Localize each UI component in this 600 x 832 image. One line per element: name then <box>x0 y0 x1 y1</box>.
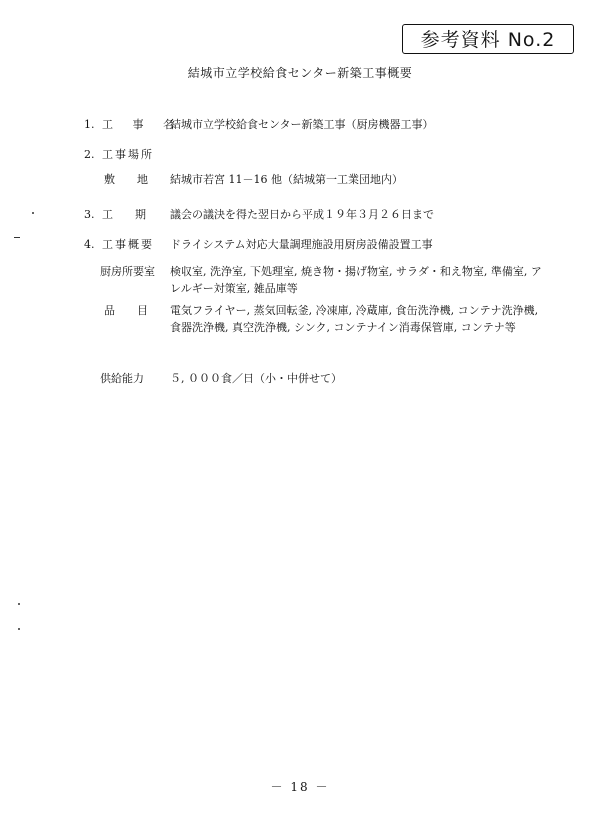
item-value: ドライシステム対応大量調理施設用厨房設備設置工事 <box>170 238 433 251</box>
item-label: 工事場所 <box>102 148 154 161</box>
item-value: 議会の議決を得た翌日から平成１９年３月２６日まで <box>170 208 434 221</box>
item-value: 検収室, 洗浄室, 下処理室, 焼き物・揚げ物室, サラダ・和え物室, 準備室, アレルギー対策室, 雑品庫等 <box>170 265 542 295</box>
item-label: 工 期 <box>102 208 146 221</box>
item-label: 品 目 <box>104 304 148 317</box>
reference-label: 参考資料 No.2 <box>402 24 574 54</box>
item-label: 厨房所要室 <box>100 265 155 278</box>
item-value: ５, ０００食／日（小・中併せて） <box>170 372 342 385</box>
item-label: 敷 地 <box>104 173 148 186</box>
item-label: 供給能力 <box>100 372 144 385</box>
scan-speck <box>32 212 34 214</box>
item-number: 1. <box>84 118 95 131</box>
scan-speck <box>18 603 20 605</box>
page-number: － 18 － <box>270 780 330 794</box>
item-number: 2. <box>84 148 95 161</box>
item-value: 結城市立学校給食センター新築工事（厨房機器工事） <box>170 118 434 131</box>
document-title: 結城市立学校給食センター新築工事概要 <box>187 66 413 80</box>
scan-speck <box>18 628 20 630</box>
item-label: 工事概要 <box>102 238 154 251</box>
item-label: 工 事 名 <box>102 118 182 131</box>
item-number: 3. <box>84 208 95 221</box>
item-value: 結城市若宮 11－16 他（結城第一工業団地内） <box>170 173 403 186</box>
item-value: 電気フライヤー, 蒸気回転釜, 冷凍庫, 冷蔵庫, 食缶洗浄機, コンテナ洗浄機, 食器洗浄機, 真空洗浄機, シンク, コンテナイン消毒保管庫, コンテナ等 <box>170 304 539 334</box>
item-number: 4. <box>84 238 95 251</box>
scan-speck <box>14 237 20 238</box>
